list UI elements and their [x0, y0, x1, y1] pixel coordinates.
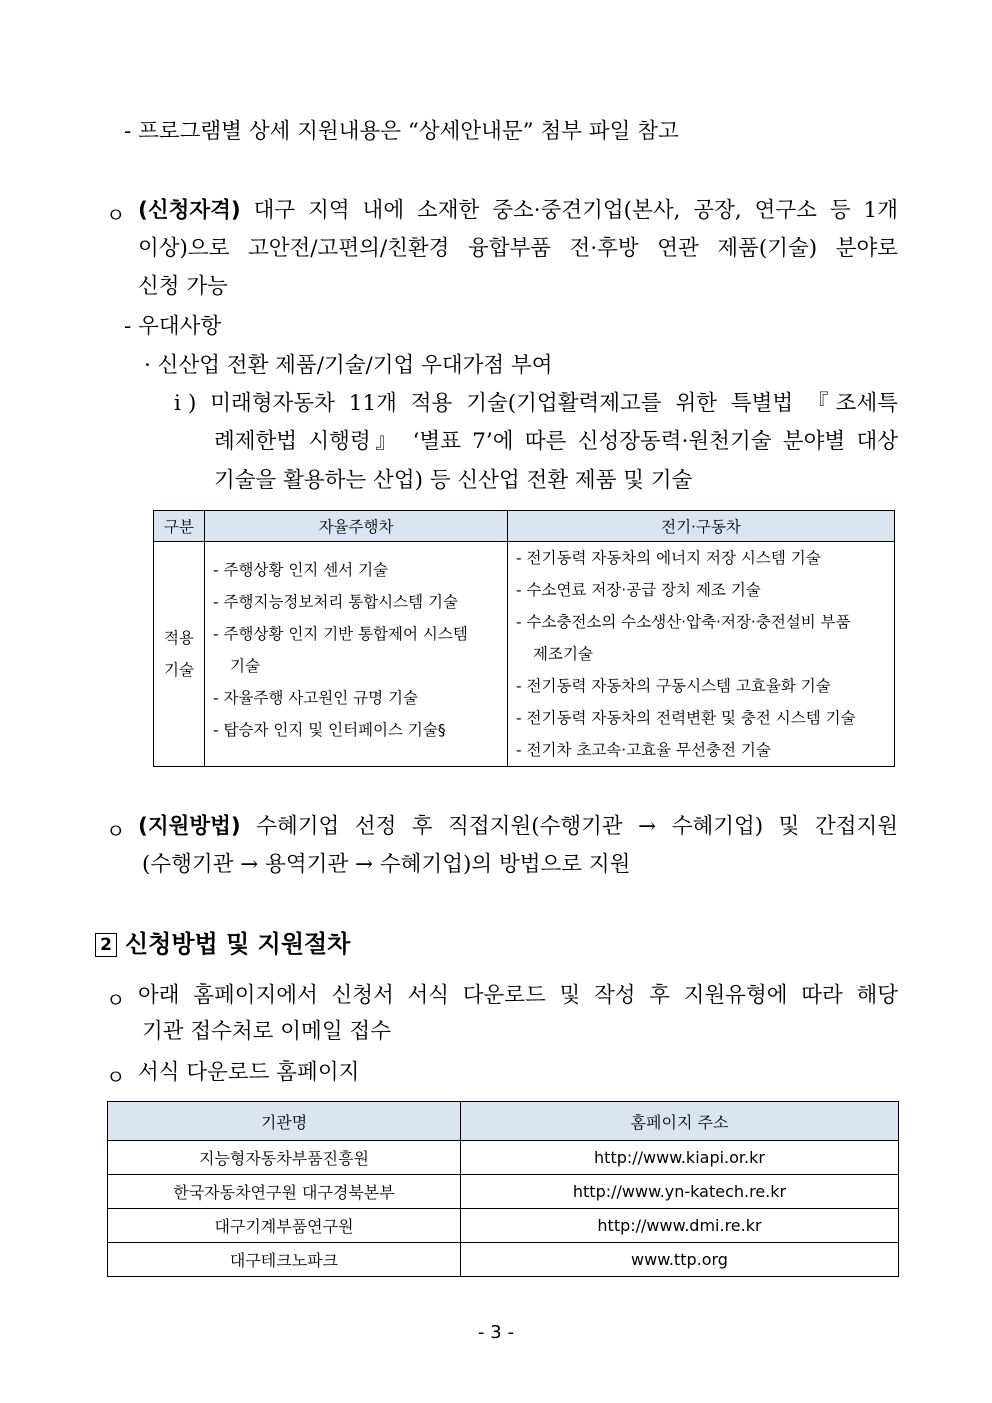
autonomous-item: - 자율주행 사고원인 규명 기술 [213, 689, 418, 707]
preference-sub-line3: 기술을 활용하는 산업) 등 신산업 전환 제품 및 기술 [214, 468, 693, 493]
table-row [108, 1209, 899, 1243]
apply-line2: 기관 접수처로 이메일 접수 [142, 1019, 391, 1044]
support-line2: (수행기관 → 용역기관 → 수혜기업)의 방법으로 지원 [142, 852, 631, 877]
tech-header-autonomous: 자율주행차 [205, 511, 508, 542]
table-row [108, 1141, 899, 1175]
autonomous-item: - 주행상황 인지 기반 통합제어 시스템 [213, 625, 468, 643]
site-header-org: 기관명 [108, 1102, 461, 1141]
preference-heading: - 우대사항 [124, 314, 222, 339]
tech-header-electric: 전기·구동차 [508, 511, 895, 542]
site-url[interactable]: www.ttp.org [461, 1243, 899, 1277]
support-line1 [138, 813, 898, 841]
table-row [108, 1175, 899, 1209]
electric-item: - 전기동력 자동차의 전력변환 및 충전 시스템 기술 [516, 709, 856, 727]
tech-row-label-1: 적용 [164, 629, 194, 647]
site-url[interactable]: http://www.dmi.re.kr [461, 1209, 899, 1243]
autonomous-item: - 주행상황 인지 센서 기술 [213, 561, 389, 579]
eligibility-line3: 신청 가능 [138, 274, 228, 299]
electric-cell [508, 542, 895, 767]
support-bullet: ㅇ [106, 819, 126, 843]
site-org: 대구기계부품연구원 [108, 1209, 461, 1243]
site-url[interactable]: http://www.kiapi.or.kr [461, 1141, 899, 1175]
apply-bullet: ㅇ [106, 988, 126, 1012]
tech-table [153, 510, 895, 767]
eligibility-line2: 이상)으로 고안전/고편의/친환경 융합부품 전·후방 연관 제품(기술) 분야로 [138, 236, 898, 261]
tech-header-category: 구분 [154, 511, 205, 542]
site-org: 한국자동차연구원 대구경북본부 [108, 1175, 461, 1209]
support-text1: 수혜기업 선정 후 직접지원(수행기관 → 수혜기업) 및 간접지원 [256, 814, 899, 839]
eligibility-line1 [138, 197, 898, 225]
tech-row-label-2: 기술 [164, 661, 194, 679]
electric-item: - 전기동력 자동차의 에너지 저장 시스템 기술 [516, 549, 821, 567]
support-label: (지원방법) [138, 814, 241, 839]
electric-item: - 전기동력 자동차의 구동시스템 고효율화 기술 [516, 677, 831, 695]
table-row [108, 1243, 899, 1277]
download-text: 서식 다운로드 홈페이지 [138, 1060, 360, 1085]
page-number: - 3 - [478, 1322, 514, 1343]
eligibility-label: (신청자격) [138, 198, 241, 223]
site-org: 대구테크노파크 [108, 1243, 461, 1277]
site-url[interactable]: http://www.yn-katech.re.kr [461, 1175, 899, 1209]
download-bullet: ㅇ [106, 1065, 126, 1089]
section2-title-text: 신청방법 및 지원절차 [125, 930, 351, 958]
top-note: - 프로그램별 상세 지원내용은 “상세안내문” 첨부 파일 참고 [124, 119, 679, 144]
autonomous-item: 기술 [230, 657, 260, 675]
electric-item: - 수소연료 저장·공급 장치 제조 기술 [516, 581, 761, 599]
eligibility-text1: 대구 지역 내에 소재한 중소·중견기업(본사, 공장, 연구소 등 1개 [253, 198, 898, 223]
eligibility-bullet: ㅇ [106, 203, 126, 227]
site-header-url: 홈페이지 주소 [461, 1102, 899, 1141]
electric-item: 제조기술 [533, 645, 593, 663]
site-org: 지능형자동차부품진흥원 [108, 1141, 461, 1175]
section2-number: 2 [95, 933, 117, 957]
preference-point: · 신산업 전환 제품/기술/기업 우대가점 부여 [144, 353, 553, 378]
preference-sub-line2: 례제한법 시행령』 ‘별표 7’에 따른 신성장동력·원천기술 분야별 대상 [214, 429, 898, 454]
electric-item: - 수소충전소의 수소생산·압축·저장·충전설비 부품 [516, 613, 851, 631]
autonomous-item: - 탑승자 인지 및 인터페이스 기술§ [213, 721, 446, 739]
section2-title [95, 924, 350, 959]
autonomous-cell [205, 542, 508, 767]
electric-item: - 전기차 초고속·고효율 무선충전 기술 [516, 741, 771, 759]
apply-line1: 아래 홈페이지에서 신청서 서식 다운로드 및 작성 후 지원유형에 따라 해당 [138, 983, 898, 1008]
tech-row-label [154, 542, 205, 767]
site-table [107, 1101, 899, 1277]
preference-sub-line1: ⅰ) 미래형자동차 11개 적용 기술(기업활력제고를 위한 특별법 『조세특 [174, 391, 898, 416]
autonomous-item: - 주행지능정보처리 통합시스템 기술 [213, 593, 458, 611]
